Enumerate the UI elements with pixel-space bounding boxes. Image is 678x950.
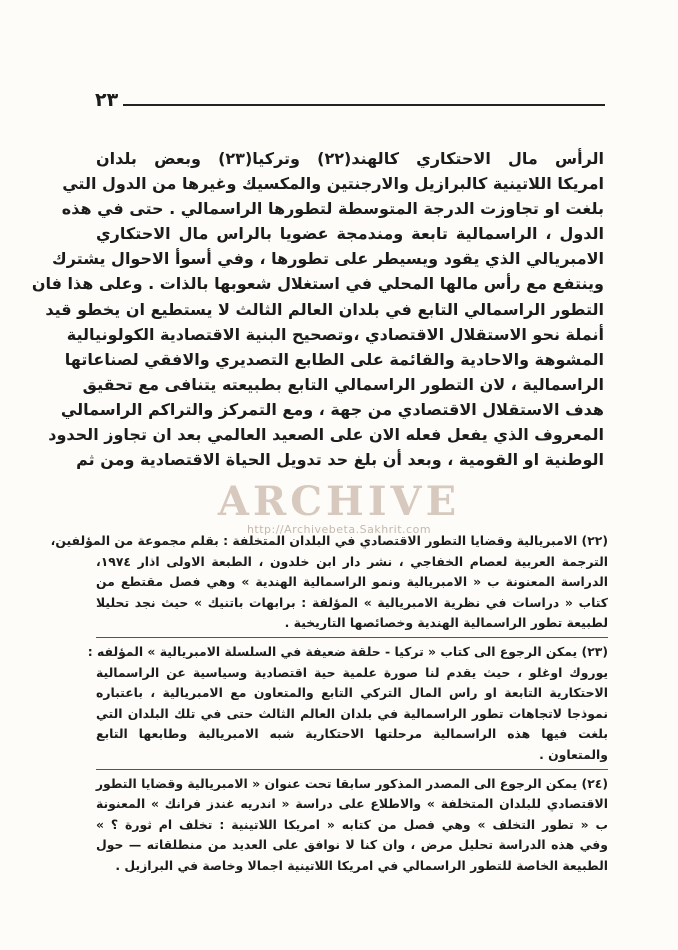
footnote-line: الاحتكارية التابعة او راس المال التركي التابع والمتعاون مع الامبريالية ، باعتباره <box>96 685 608 701</box>
footnote-line: الاقتصادي للبلدان المتخلفة » والاطلاع على دراسة « اندريه غندز فرانك » المعنونة <box>96 796 608 812</box>
page-number: ٢٣ <box>95 89 119 111</box>
footnote-line: ب « تطور التخلف » وهي فصل من كتابه « امريكا اللاتينية : تخلف ام ثورة ؟ » <box>96 816 608 832</box>
footnote-divider <box>96 769 608 770</box>
footnote-line: الدراسة المعنونة ب « الامبريالية ونمو الراسمالية الهندية » وهي فصل مقتطع من <box>96 574 608 590</box>
body-line: التطور الراسمالي التابع في بلدان العالم الثالث لا يستطيع ان يخطو قيد <box>45 299 604 319</box>
body-line: هدف الاستقلال الاقتصادي من جهة ، ومع التمركز والتراكم الراسمالي <box>60 399 604 419</box>
body-line: الراسمالية ، لان التطور الراسمالي التابع بطبيعته يتنافى مع تحقيق <box>82 374 604 394</box>
body-line: المعروف الذي يفعل فعله الان على الصعيد العالمي بعد ان تجاوز الحدود <box>48 425 604 445</box>
footnote-line: كتاب « دراسات في نظرية الامبريالية » المؤلفة : برابهات باتنيك » حيث نجد تحليلا <box>96 594 608 610</box>
body-line: المشوهة والاحادية والقائمة على الطابع التصديري والافقي لصناعاتها <box>64 349 604 369</box>
body-line: الدول ، الراسمالية تابعة ومندمجة عضويا بالراس مال الاحتكاري <box>96 224 604 244</box>
watermark-url: http://Archivebeta.Sakhrit.com <box>246 523 432 536</box>
footnote-divider <box>96 637 608 638</box>
body-line: وينتفع مع رأس مالها المحلي في استغلال شعوبها بالذات . وعلى هذا فان <box>31 274 604 294</box>
body-line: الرأس مال الاحتكاري كالهند(٢٢) وتركيا(٢٣) وبعض بلدان <box>96 149 604 168</box>
body-line: امريكا اللاتينية كالبرازيل والارجنتين والمكسيك وغيرها من الدول التي <box>62 174 604 194</box>
footnote-line: يوروك اوغلو ، حيث يقدم لنا صورة علمية حية اقتصادية وسياسية عن الراسمالية <box>96 664 608 680</box>
footnote-line: بلغت فيها هذه الراسمالية مرحلتها الاحتكارية شبه الامبريالية وطابعها التابع <box>96 726 608 742</box>
footnote-23 <box>87 642 608 766</box>
footnote-22 <box>50 531 608 634</box>
footnote-line: (٢٤) يمكن الرجوع الى المصدر المذكور سابقا تحت عنوان « الامبريالية وقضايا التطور <box>95 775 608 791</box>
footnote-line: الطبيعة الخاصة للتطور الراسمالي في امريكا اللاتينية اجمالا وخاصة في البرازيل . <box>115 857 608 873</box>
body-paragraph <box>31 146 604 472</box>
footnote-line: (٢٢) الامبريالية وقضايا التطور الاقتصادي في البلدان المتخلفة : بقلم مجموعة من المؤلفين، <box>50 533 608 548</box>
footnote-line: نموذجا لاتجاهات تطور الراسمالية في بلدان العالم الثالث حتى في تلك البلدان التي <box>96 705 608 721</box>
footnote-24 <box>96 774 608 877</box>
footnote-line: لطبيعة تطور الراسمالية الهندية وخصائصها التاريخية . <box>284 615 608 631</box>
watermark-title: ARCHIVE <box>217 478 461 525</box>
body-line: الامبريالي الذي يقود ويسيطر على تطورها ، وفي أسوأ الاحوال يشترك <box>52 249 604 269</box>
footnote-line: (٢٣) يمكن الرجوع الى كتاب « تركيا - حلقة ضعيفة في السلسلة الامبريالية » المؤلفه : <box>87 643 608 659</box>
header-rule <box>123 104 605 106</box>
footnote-line: والمتعاون . <box>539 746 608 762</box>
body-line: بلغت او تجاوزت الدرجة المتوسطة لتطورها الراسمالي . حتى في هذه <box>61 199 604 219</box>
body-line: الوطنية او القومية ، وبعد أن بلغ حد تدويل الحياة الاقتصادية ومن ثم <box>76 450 604 470</box>
page-header <box>95 88 605 118</box>
body-line: أنملة نحو الاستقلال الاقتصادي ،وتصحيح البنية الاقتصادية الكولونيالية <box>66 324 604 344</box>
footnotes <box>50 531 608 880</box>
footnote-line: وفي هذه الدراسة تحليل مرض ، وان كنا لا نوافق على العديد من منطلقاته — حول <box>96 837 608 853</box>
footnote-line: الترجمة العربية لعصام الخفاجي ، نشر دار ابن خلدون ، الطبعة الاولى اذار ١٩٧٤، <box>96 553 608 569</box>
